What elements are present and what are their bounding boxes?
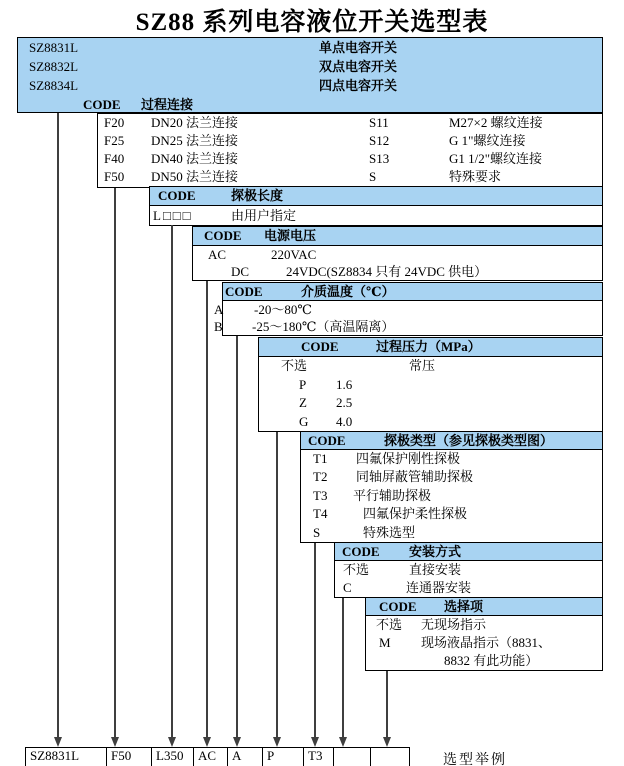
desc-cell-continued: 8832 有此功能） bbox=[444, 653, 539, 668]
spec-row bbox=[214, 318, 602, 335]
section-mounting bbox=[334, 542, 603, 598]
code-cell: L□□□ bbox=[153, 208, 193, 223]
code-cell: F50 bbox=[104, 169, 125, 184]
spec-row bbox=[301, 468, 602, 486]
model-label: 四点电容开关 bbox=[319, 78, 398, 93]
desc-cell: 无现场指示 bbox=[421, 617, 487, 632]
model-label: 单点电容开关 bbox=[319, 40, 398, 55]
code-cell: P bbox=[299, 376, 307, 392]
spec-row bbox=[150, 206, 602, 225]
spec-row bbox=[98, 150, 602, 168]
spec-row bbox=[301, 450, 602, 468]
arrow-down-icon bbox=[203, 737, 211, 747]
section-title: 过程连接 bbox=[141, 97, 194, 112]
code-cell: Z bbox=[299, 395, 307, 410]
code-cell: AC bbox=[208, 247, 227, 262]
example-cell bbox=[371, 748, 409, 766]
spec-row bbox=[366, 634, 602, 652]
spec-row bbox=[98, 114, 602, 132]
desc-cell: 同轴屏蔽管辅助探极 bbox=[356, 469, 474, 485]
section-title: 探极类型（参见探极类型图） bbox=[384, 433, 554, 448]
desc-cell: DN40 法兰连接 bbox=[151, 151, 239, 166]
desc-cell: 220VAC bbox=[271, 247, 317, 262]
section-title: 选择项 bbox=[444, 599, 484, 614]
spec-row bbox=[193, 246, 602, 263]
code-cell: DC bbox=[231, 264, 250, 279]
section-title: 介质温度（℃） bbox=[301, 284, 395, 299]
arrow-down-icon bbox=[233, 737, 241, 747]
arrow-down-icon bbox=[168, 737, 176, 747]
connector-line bbox=[57, 113, 59, 738]
code-cell: S11 bbox=[369, 115, 389, 130]
desc-cell: 24VDC(SZ8834 只有 24VDC 供电） bbox=[286, 264, 488, 279]
section-probe-length bbox=[149, 186, 603, 226]
code-label: CODE bbox=[342, 544, 380, 559]
spec-row bbox=[301, 524, 602, 542]
code-label: CODE bbox=[83, 97, 121, 112]
code-cell: S12 bbox=[369, 133, 390, 148]
spec-row bbox=[98, 168, 602, 186]
connector-line bbox=[386, 671, 388, 738]
spec-row bbox=[259, 357, 602, 376]
desc-cell: -25～180℃（高温隔离） bbox=[252, 319, 395, 334]
code-cell: S bbox=[313, 524, 321, 540]
spec-row bbox=[301, 487, 602, 505]
model-label: 双点电容开关 bbox=[319, 59, 398, 74]
spec-row bbox=[193, 263, 602, 280]
desc-cell: 1.6 bbox=[336, 376, 353, 392]
spec-row bbox=[214, 301, 602, 318]
model-row bbox=[18, 38, 602, 57]
desc-cell: 常压 bbox=[409, 358, 436, 373]
spec-row bbox=[366, 652, 602, 670]
code-label: CODE bbox=[204, 228, 242, 243]
code-cell: A bbox=[214, 302, 224, 317]
code-cell: G bbox=[299, 413, 309, 429]
code-cell: T1 bbox=[313, 451, 328, 466]
spec-row bbox=[259, 394, 602, 413]
section-title: 探极长度 bbox=[231, 188, 284, 203]
desc-cell: -20～80℃ bbox=[254, 302, 312, 317]
code-cell: C bbox=[343, 580, 352, 595]
example-table bbox=[25, 747, 410, 766]
connector-line bbox=[314, 543, 316, 738]
code-label: CODE bbox=[379, 599, 417, 614]
desc-cell: DN25 法兰连接 bbox=[151, 133, 239, 148]
model-code: SZ8832L bbox=[29, 59, 79, 74]
code-cell: F40 bbox=[104, 151, 125, 166]
model-code: SZ8834L bbox=[29, 78, 79, 93]
desc-cell: 四氟保护柔性探极 bbox=[363, 506, 468, 522]
example-cell: F50 bbox=[107, 748, 152, 766]
desc-cell: 特殊选型 bbox=[363, 524, 416, 540]
desc-cell: 连通器安装 bbox=[406, 580, 472, 595]
section-header bbox=[223, 283, 602, 301]
arrow-down-icon bbox=[273, 737, 281, 747]
code-cell: M bbox=[379, 635, 391, 650]
connector-line bbox=[171, 225, 173, 738]
connector-line bbox=[206, 281, 208, 738]
process-connection-header-row bbox=[18, 95, 602, 114]
spec-row bbox=[335, 561, 602, 579]
section-header bbox=[366, 598, 602, 616]
desc-cell: 由用户指定 bbox=[231, 208, 297, 223]
arrow-down-icon bbox=[54, 737, 62, 747]
model-row bbox=[18, 76, 602, 95]
desc-cell: 直接安装 bbox=[409, 562, 462, 577]
example-cell: A bbox=[228, 748, 263, 766]
section-title: 安装方式 bbox=[409, 544, 462, 559]
arrow-down-icon bbox=[311, 737, 319, 747]
desc-cell: 现场液晶指示（8831、 bbox=[421, 635, 552, 650]
connector-line bbox=[342, 598, 344, 738]
spec-row bbox=[259, 376, 602, 395]
code-cell: 不选 bbox=[281, 358, 308, 373]
section-title: 过程压力（MPa） bbox=[376, 339, 481, 354]
spec-row bbox=[335, 579, 602, 597]
desc-cell: 4.0 bbox=[336, 413, 353, 429]
section-header bbox=[301, 432, 602, 450]
model-code: SZ8831L bbox=[29, 40, 79, 55]
arrow-down-icon bbox=[339, 737, 347, 747]
spec-row bbox=[259, 413, 602, 432]
arrow-down-icon bbox=[383, 737, 391, 747]
code-cell: B bbox=[214, 319, 223, 334]
example-cell: P bbox=[263, 748, 304, 766]
code-cell: 不选 bbox=[376, 617, 403, 632]
desc-cell: M27×2 螺纹连接 bbox=[449, 115, 543, 130]
example-cell: SZ8831L bbox=[26, 748, 107, 766]
model-series-box bbox=[17, 37, 603, 113]
desc-cell: DN50 法兰连接 bbox=[151, 169, 239, 184]
code-label: CODE bbox=[301, 339, 339, 354]
arrow-down-icon bbox=[111, 737, 119, 747]
code-cell: T4 bbox=[313, 506, 328, 522]
desc-cell: 特殊要求 bbox=[449, 169, 502, 184]
section-options bbox=[365, 597, 603, 671]
section-power bbox=[192, 226, 603, 281]
code-cell: F20 bbox=[104, 115, 125, 130]
spec-row bbox=[301, 505, 602, 523]
example-cell: T3 bbox=[304, 748, 334, 766]
desc-cell: G1 1/2"螺纹连接 bbox=[449, 151, 543, 166]
section-temperature bbox=[214, 282, 603, 336]
desc-cell: 2.5 bbox=[336, 395, 353, 410]
desc-cell: DN20 法兰连接 bbox=[151, 115, 239, 130]
model-row bbox=[18, 57, 602, 76]
example-caption: 选型举例 bbox=[443, 753, 507, 766]
code-cell: S bbox=[369, 169, 377, 184]
section-header bbox=[335, 543, 602, 561]
desc-cell: G 1"螺纹连接 bbox=[449, 133, 526, 148]
section-header bbox=[193, 227, 602, 246]
section-header bbox=[259, 338, 602, 357]
section-probe-type bbox=[300, 431, 603, 543]
code-label: CODE bbox=[308, 433, 346, 448]
code-cell: T3 bbox=[313, 487, 328, 503]
code-cell: T2 bbox=[313, 469, 328, 485]
page-title: SZ88 系列电容液位开关选型表 bbox=[135, 9, 489, 36]
spec-row bbox=[366, 616, 602, 634]
example-cell: L350 bbox=[152, 748, 194, 766]
code-cell: S13 bbox=[369, 151, 390, 166]
spec-row bbox=[98, 132, 602, 150]
desc-cell: 四氟保护刚性探极 bbox=[356, 451, 461, 466]
connector-line bbox=[114, 188, 116, 738]
code-cell: F25 bbox=[104, 133, 125, 148]
section-pressure bbox=[258, 337, 603, 432]
code-label: CODE bbox=[225, 284, 263, 299]
section-title: 电源电压 bbox=[264, 228, 317, 243]
connector-line bbox=[276, 432, 278, 738]
section-header bbox=[150, 187, 602, 206]
example-cell bbox=[334, 748, 371, 766]
section-process-connection bbox=[97, 113, 603, 188]
code-label: CODE bbox=[158, 188, 196, 203]
desc-cell: 平行辅助探极 bbox=[353, 487, 432, 503]
connector-line bbox=[236, 336, 238, 738]
example-cell: AC bbox=[194, 748, 228, 766]
code-cell: 不选 bbox=[343, 562, 370, 577]
